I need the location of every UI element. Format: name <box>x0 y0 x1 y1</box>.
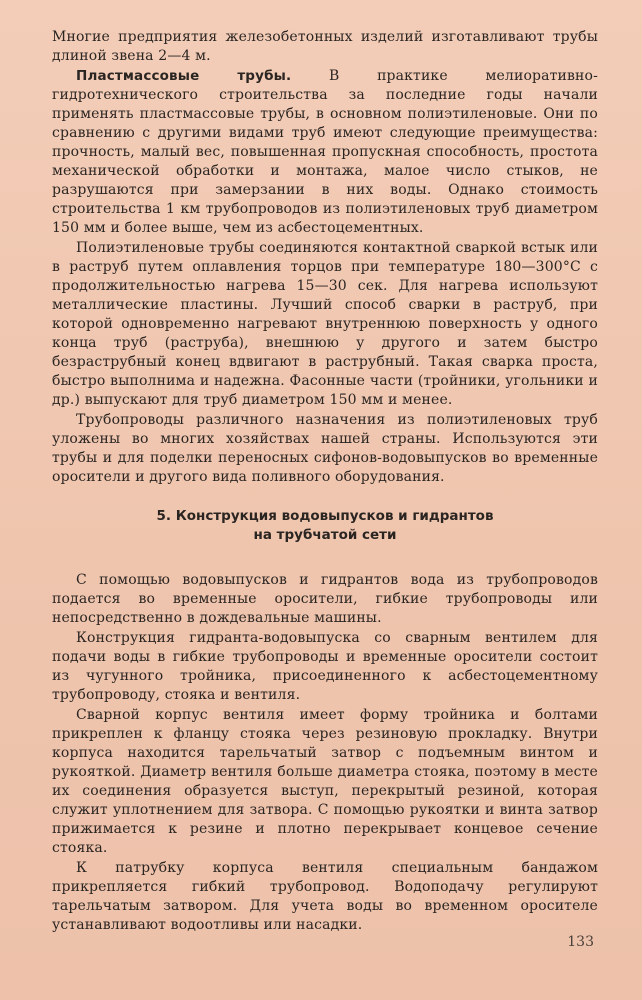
section-heading <box>52 507 598 545</box>
paragraph-7: Сварной корпус вентиля имеет форму тройника и болтами прикреплен к фланцу стояка через резиновую прокладку. Внутри корпуса находится тарельчатый затвор с подъемным винтом и рукояткой. Диаметр вентиля больше диаметра стояка, поэтому в месте их соединения образуется выступ, перекрытый резиной, которая служит уплотнением для затвора. С помощью рукоятки и винта затвор прижимается к резине и плотно перекрывает концевое сечение стояка. <box>52 707 598 856</box>
section-heading-line-1: 5. Конструкция водовыпусков и гидрантов <box>156 508 494 524</box>
section-heading-line-2: на трубчатой сети <box>253 527 397 543</box>
paragraph-body: В практике мелиоративно-гидротехнического строительства за последние годы начали применять пластмассовые трубы, в основном полиэтиленовые. Они по сравнению с другими видами труб имеют следующие преимущества: прочность, малый вес, повышенная пропускная способность, простота механической обработки и монтажа, малое число стыков, не разрушаются при замерзании в них воды. Однако стоимость строительства 1 км трубопроводов из полиэтиленовых труб диаметром 150 мм и более выше, чем из асбестоцементных. <box>52 68 598 236</box>
paragraph-1: Многие предприятия железобетонных изделий изготавливают трубы длиной звена 2—4 м. <box>52 29 598 64</box>
paragraph-5: С помощью водовыпусков и гидрантов вода из трубопроводов подается во временные оросители, гибкие трубопроводы или непосредственно в дождевальные машины. <box>52 572 598 626</box>
page-number: 133 <box>567 934 594 950</box>
paragraph-lead-title: Пластмассовые трубы. <box>76 68 292 84</box>
paragraph-4: Трубопроводы различного назначения из полиэтиленовых труб уложены во многих хозяйствах нашей страны. Используются эти трубы и для поделки переносных сифонов-водовыпусков во временные оросители и другого вида поливного оборудования. <box>52 412 598 485</box>
paragraph-6: Конструкция гидранта-водовыпуска со сварным вентилем для подачи воды в гибкие трубопроводы и временные оросители состоит из чугунного тройника, присоединенного к асбестоцементному трубопроводу, стояка и вентиля. <box>52 630 598 703</box>
paragraph-8: К патрубку корпуса вентиля специальным бандажом прикрепляется гибкий трубопровод. Водоподачу регулируют тарельчатым затвором. Для учета воды во временном оросителе устанавливают водоотливы или насадки. <box>52 860 598 933</box>
paragraph-3: Полиэтиленовые трубы соединяются контактной сваркой встык или в раструб путем оплавления торцов при температуре 180—300°C с продолжительностью нагрева 15—30 сек. Для нагрева используют металлические пластины. Лучший способ сварки в раструб, при которой одновременно нагревают внутреннюю поверхность у одного конца труб (раструба), внешнюю у другого и затем быстро безраструбный конец вдвигают в раструбный. Такая сварка проста, быстро выполнима и надежна. Фасонные части (тройники, угольники и др.) выпускают для труб диаметром 150 мм и менее. <box>52 240 598 408</box>
paragraph-plastic-pipes <box>52 67 598 238</box>
